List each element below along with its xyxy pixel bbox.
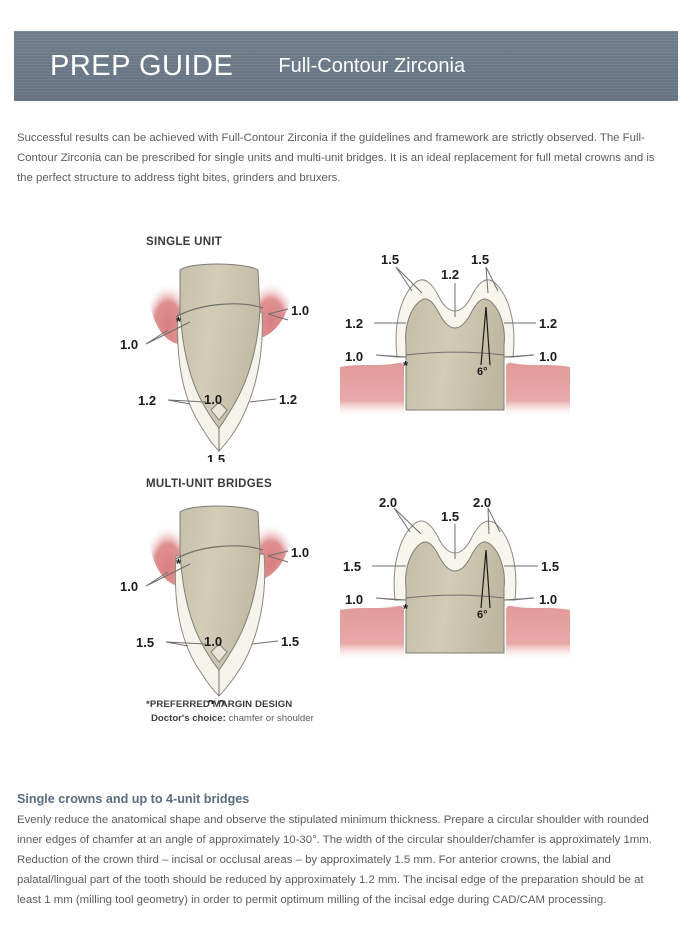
measure-label: 1.2 [345,316,364,331]
measure-label: 1.0 [204,392,223,407]
taper-angle-label: 6° [477,366,488,378]
diagram-title-multi-unit: MULTI-UNIT BRIDGES [146,478,272,490]
measure-label: 1.0 [291,545,310,560]
measure-label: 1.5 [207,452,226,462]
measure-label: 1.0 [120,337,139,352]
diagram-single-unit-posterior [340,245,570,425]
measure-label: 1.2 [279,392,298,407]
measure-label: 2.0 [473,495,492,510]
measure-label: 1.0 [291,303,310,318]
measure-label: 1.0 [539,592,558,607]
gingiva-left [340,606,404,660]
header-subtitle: Full-Contour Zirconia [278,54,466,77]
margin-marker-asterisk: * [403,601,409,616]
measure-label: 1.2 [539,316,558,331]
diagram-multi-unit-anterior [118,494,318,709]
page-title: PREP GUIDE [50,49,234,82]
diagram-title-single-unit: SINGLE UNIT [146,236,223,248]
measure-label: 1.0 [120,579,139,594]
measure-label: 1.5 [381,252,400,267]
measure-label: 1.5 [541,559,560,574]
leader-right-low [250,399,276,402]
measure-label: 1.2 [441,267,460,282]
footnote-subline [146,712,314,726]
intro-paragraph: Successful results can be achieved with Full-Contour Zirconia if the guidelines and framework are strictly observed. The Full-Contour Zirconia can be prescribed for single units and multi-unit bridges. It is an ideal replacement for full metal crowns and is the perfect structure to address tight bites, grinders and bruxers. [17,132,655,184]
measure-label: 2.0 [379,495,398,510]
footnote-label: Doctor's choice: [151,712,226,724]
diagram-single-unit-anterior [118,252,318,467]
footnote-heading: *PREFERRED MARGIN DESIGN [146,699,293,710]
bottom-section-heading: Single crowns and up to 4-unit bridges [17,792,250,806]
measure-label: 1.2 [138,393,157,408]
measure-label: 1.5 [343,559,362,574]
leader-cusp-left [394,508,421,534]
measure-label: 1.0 [345,349,364,364]
measure-label: 1.5 [471,252,490,267]
measure-label: 1.0 [539,349,558,364]
margin-design-footnote [146,698,314,725]
measure-label: 1.0 [204,634,223,649]
bottom-section-body: Evenly reduce the anatomical shape and observe the stipulated minimum thickness. Prepare a circular shoulder with rounded inner edges of chamfer at an angle of approximately 10-30°. The width of the circular shoulder/chamfer is approximately 1mm. Reduction of the crown third – incisal or occlusal areas – by approximately 1.5 mm. For anterior crowns, the labial and palatal/lingual part of the tooth should be reduced by approximately 1.2 mm. The incisal edge of the preparation should be at least 1 mm (milling tool geometry) in order to permit optimum milling of the incisal edge during CAD/CAM processing. [17,814,652,906]
margin-marker-asterisk: * [176,556,182,571]
gingiva-right [506,363,570,417]
margin-marker-asterisk: * [403,358,409,373]
measure-label: 1.5 [136,635,155,650]
taper-angle-label: 6° [477,609,488,621]
gingiva-left [340,363,404,417]
header-banner [14,31,678,101]
diagram-multi-unit-posterior [340,488,570,668]
measure-label: 1.0 [345,592,364,607]
measure-label: 1.5 [441,509,460,524]
footnote-value: chamfer or shoulder [228,712,314,724]
gingiva-right [506,606,570,660]
measure-label: 1.5 [281,634,300,649]
margin-marker-asterisk: * [176,314,182,329]
leader-right-low [252,641,278,644]
